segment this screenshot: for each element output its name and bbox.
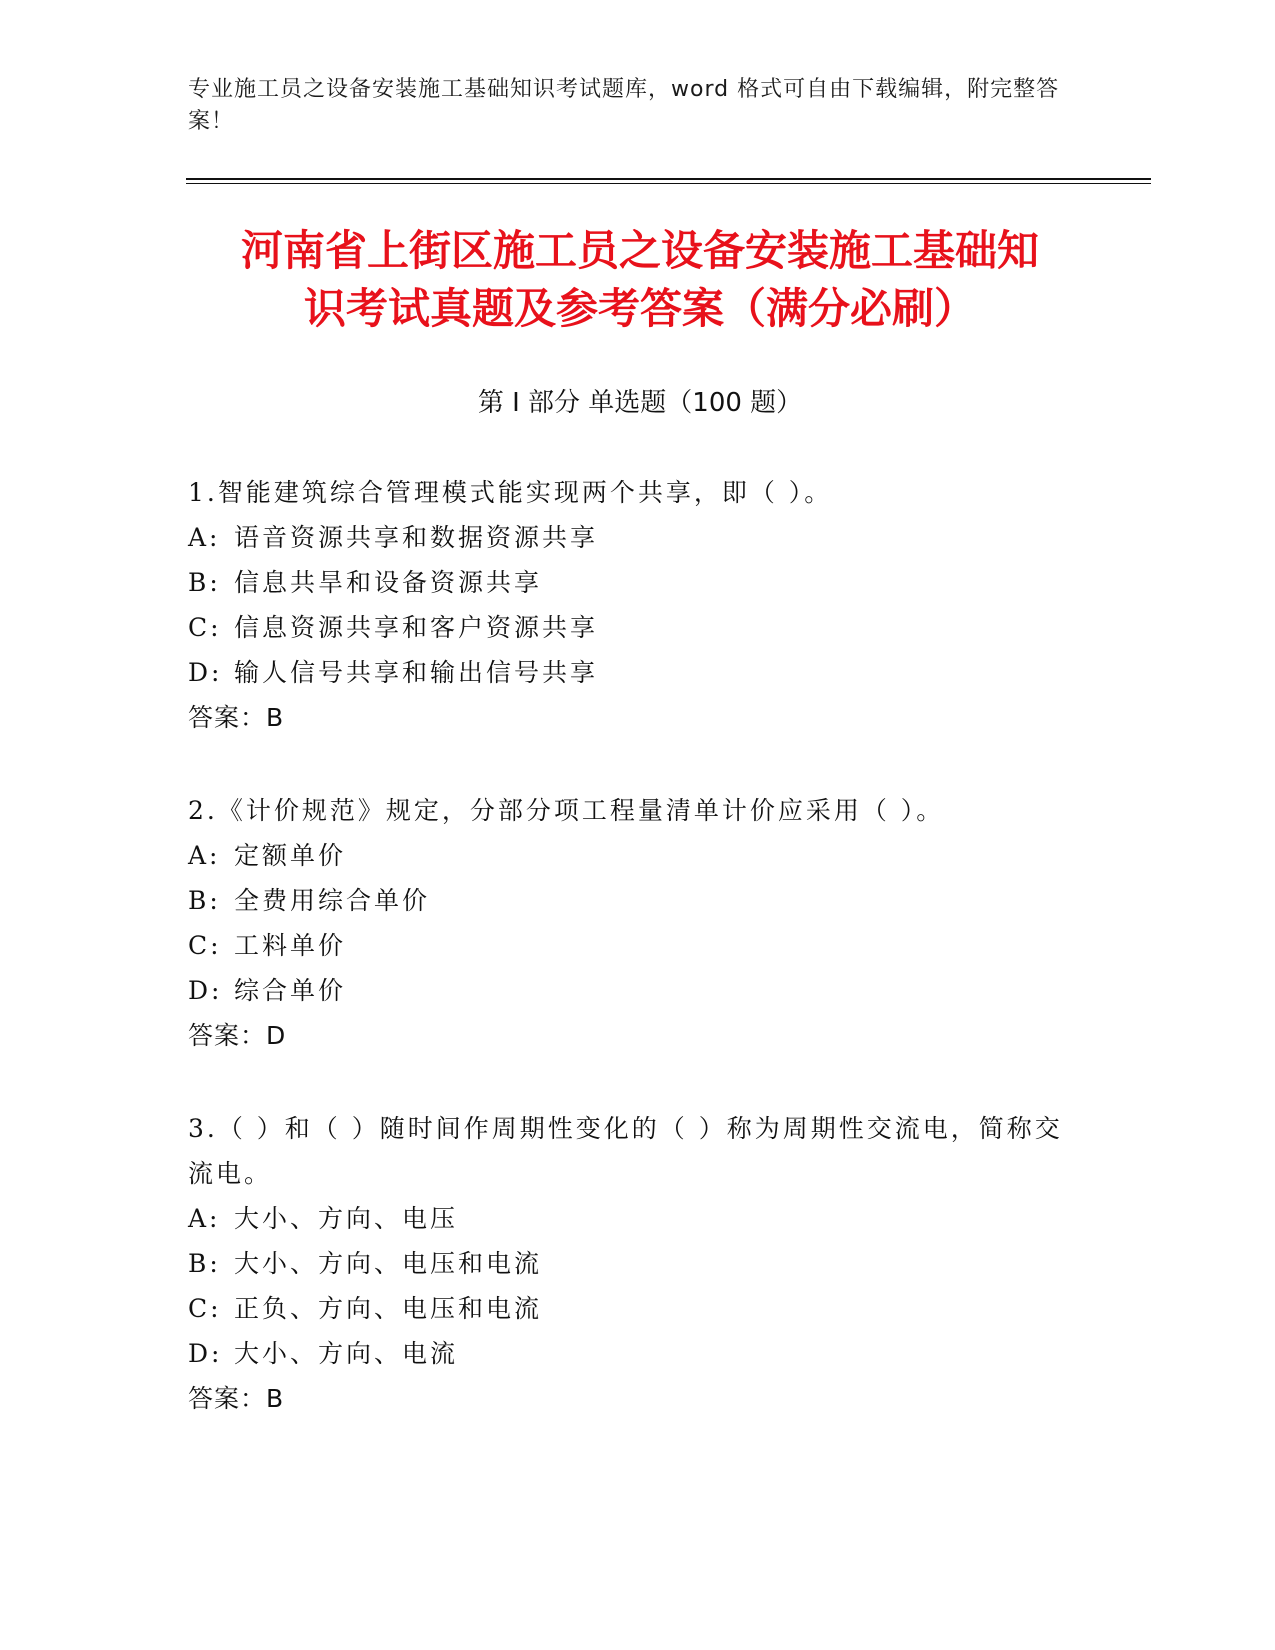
option-b [188,1241,1088,1286]
option-text: 大小、方向、电压和电流 [234,1249,543,1278]
option-key: D: [188,976,223,1005]
question-stem: 1.智能建筑综合管理模式能实现两个共享，即（ ）。 [188,478,833,507]
option-text: 大小、方向、电流 [234,1339,459,1368]
option-key: C: [188,1294,222,1323]
option-text: 定额单价 [234,841,347,870]
question-2 [188,788,1088,1058]
option-c [188,605,1088,650]
option-key: A: [188,523,221,552]
option-a [188,833,1088,878]
option-c [188,923,1088,968]
option-key: A: [188,841,221,870]
option-d [188,650,1088,695]
option-d [188,1331,1088,1376]
option-key: B: [188,886,221,915]
document-title [180,222,1100,338]
option-key: C: [188,613,222,642]
option-a [188,515,1088,560]
option-text: 正负、方向、电压和电流 [234,1294,543,1323]
header-divider-thick [186,178,1151,180]
option-key: C: [188,931,222,960]
option-key: A: [188,1204,221,1233]
option-b [188,560,1088,605]
option-key: D: [188,1339,223,1368]
answer: 答案：B [188,703,285,732]
option-text: 工料单价 [234,931,347,960]
option-text: 综合单价 [234,976,347,1005]
question-stem: 2.《计价规范》规定，分部分项工程量清单计价应采用（ ）。 [188,796,945,825]
option-text: 输人信号共享和输出信号共享 [234,658,599,687]
option-key: B: [188,1249,221,1278]
option-d [188,968,1088,1013]
header-divider-thin [186,183,1151,184]
option-text: 信息资源共享和客户资源共享 [234,613,599,642]
option-text: 大小、方向、电压 [234,1204,459,1233]
option-a [188,1196,1088,1241]
answer: 答案：B [188,1384,285,1413]
header-note: 专业施工员之设备安装施工基础知识考试题库，word 格式可自由下载编辑，附完整答案！ [188,77,1060,134]
section-title: 第 I 部分 单选题（100 题） [477,388,803,418]
option-key: D: [188,658,223,687]
question-3 [188,1106,1088,1421]
option-b [188,878,1088,923]
option-text: 信息共旱和设备资源共享 [234,568,543,597]
option-key: B: [188,568,221,597]
question-stem: 3.（ ）和（ ）随时间作周期性变化的（ ）称为周期性交流电，简称交流电。 [188,1114,1063,1188]
document-title-line-2: 识考试真题及参考答案（满分必刷） [303,284,976,333]
document-title-line-1: 河南省上街区施工员之设备安装施工基础知 [240,226,1039,275]
question-1 [188,470,1088,740]
answer: 答案：D [188,1021,287,1050]
option-c [188,1286,1088,1331]
option-text: 语音资源共享和数据资源共享 [234,523,599,552]
option-text: 全费用综合单价 [234,886,431,915]
